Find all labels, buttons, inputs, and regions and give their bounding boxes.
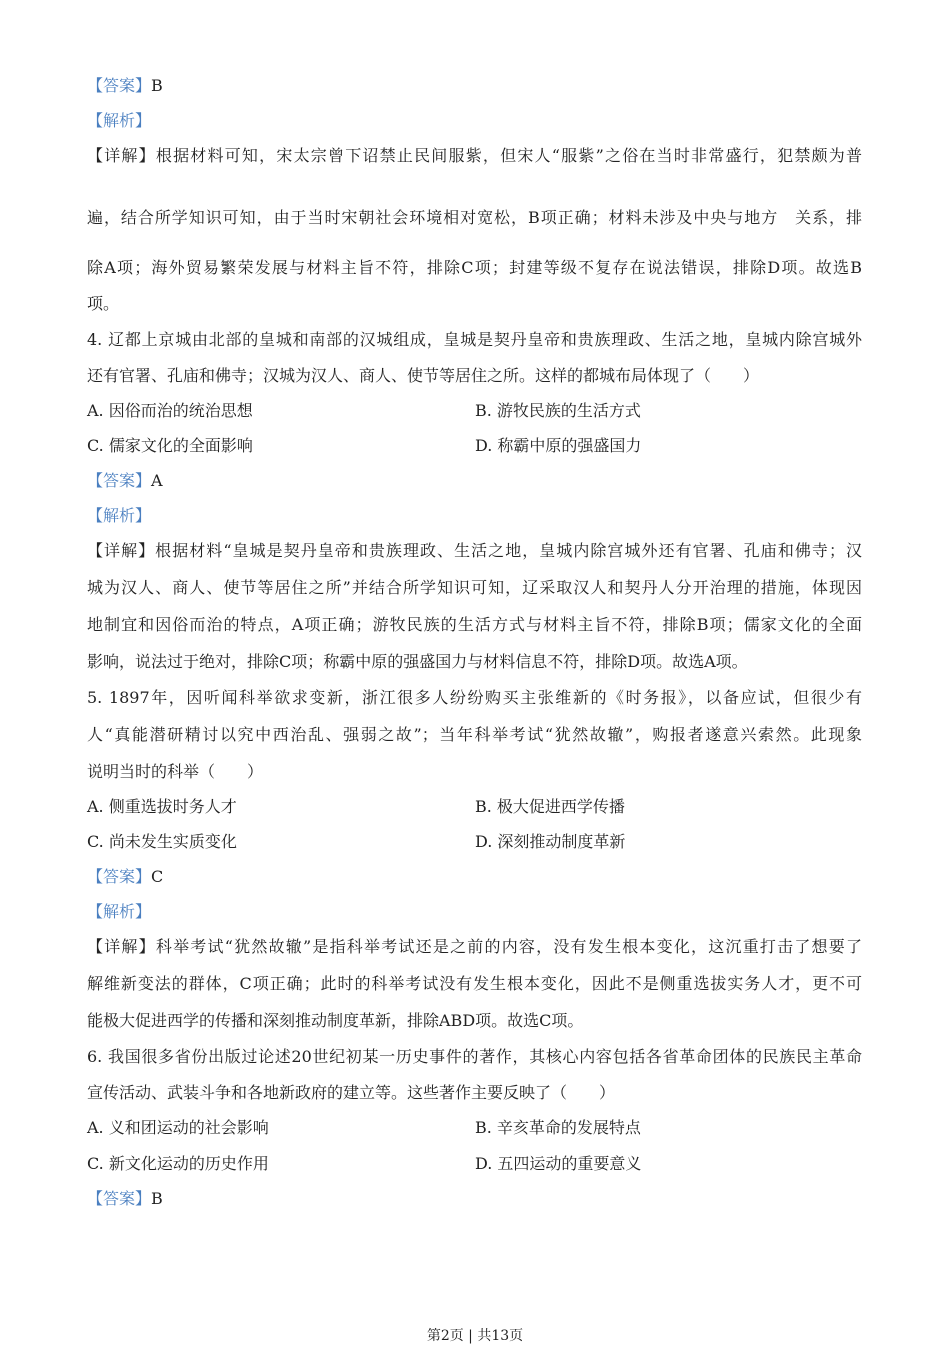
question-stem: 还有官署、孔庙和佛寺；汉城为汉人、商人、使节等居住之所。这样的都城布局体现了（ ）: [87, 366, 760, 385]
question-stem: 4. 辽都上京城由北部的皇城和南部的汉城组成，皇城是契丹皇帝和贵族理政、生活之地，皇城内除宫城外: [87, 330, 862, 349]
detail-line: 除A项；海外贸易繁荣发展与材料主旨不符，排除C项；封建等级不复存在说法错误，排除D项。故选B: [87, 258, 862, 277]
question-stem: 人“真能潜研精讨以究中西治乱、强弱之故”；当年科举考试“犹然故辙”，购报者遂意兴索然。此现象: [87, 725, 862, 744]
question-stem: 说明当时的科举（ ）: [87, 762, 264, 781]
answer-line-q3: [87, 76, 163, 96]
detail-line: 城为汉人、商人、使节等居住之所”并结合所学知识可知，辽采取汉人和契丹人分开治理的措施，体现因: [87, 578, 862, 597]
answer-label: 【答案】: [87, 76, 152, 95]
answer-label: 【答案】: [87, 867, 152, 886]
detail-line: 解维新变法的群体，C项正确；此时的科举考试没有发生根本变化，因此不是侧重选拔实务人才，更不可: [87, 974, 862, 993]
question-stem: 6. 我国很多省份出版过论述20世纪初某一历史事件的著作，其核心内容包括各省革命团体的民族民主革命: [87, 1047, 862, 1066]
answer-label: 【答案】: [87, 1189, 152, 1208]
answer-value: B: [151, 1189, 163, 1208]
option-c: C. 尚未发生实质变化: [87, 832, 237, 851]
detail-line: 【详解】科举考试“犹然故辙”是指科举考试还是之前的内容，没有发生根本变化，这沉重打击了想要了: [87, 937, 862, 956]
option-b: B. 辛亥革命的发展特点: [475, 1118, 641, 1137]
answer-line-q5: [87, 867, 163, 887]
detail-label: 【详解】: [87, 146, 156, 165]
option-c: C. 新文化运动的历史作用: [87, 1154, 269, 1173]
analysis-label: 【解析】: [87, 506, 152, 525]
analysis-label: 【解析】: [87, 111, 152, 130]
option-a: A. 侧重选拔时务人才: [87, 797, 237, 816]
detail-line: 【详解】根据材料“皇城是契丹皇帝和贵族理政、生活之地，皇城内除宫城外还有官署、孔庙和佛寺；汉: [87, 541, 862, 560]
detail-line: 能极大促进西学的传播和深刻推动制度革新，排除ABD项。故选C项。: [87, 1011, 584, 1030]
option-d: D. 称霸中原的强盛国力: [475, 436, 642, 455]
answer-line-q4: [87, 471, 163, 491]
option-a: A. 因俗而治的统治思想: [87, 401, 253, 420]
option-b: B. 游牧民族的生活方式: [475, 401, 641, 420]
option-b: B. 极大促进西学传播: [475, 797, 625, 816]
answer-value: A: [151, 471, 163, 490]
detail-label: 【详解】: [87, 937, 156, 956]
detail-line: 影响，说法过于绝对，排除C项；称霸中原的强盛国力与材料信息不符，排除D项。故选A项。: [87, 652, 748, 671]
option-d: D. 五四运动的重要意义: [475, 1154, 642, 1173]
answer-value: C: [151, 867, 164, 886]
detail-line: 【详解】根据材料可知，宋太宗曾下诏禁止民间服紫，但宋人“服紫”之俗在当时非常盛行，犯禁颇为普: [87, 146, 862, 165]
answer-value: B: [151, 76, 163, 95]
detail-line: 项。: [87, 294, 120, 313]
question-stem: 5. 1897年，因听闻科举欲求变新，浙江很多人纷纷购买主张维新的《时务报》，以备应试，但很少有: [87, 688, 862, 707]
answer-label: 【答案】: [87, 471, 152, 490]
detail-label: 【详解】: [87, 541, 156, 560]
detail-line: 地制宜和因俗而治的特点，A项正确；游牧民族的生活方式与材料主旨不符，排除B项；儒家文化的全面: [87, 615, 862, 634]
option-c: C. 儒家文化的全面影响: [87, 436, 253, 455]
question-stem: 宣传活动、武装斗争和各地新政府的建立等。这些著作主要反映了（ ）: [87, 1083, 616, 1102]
option-a: A. 义和团运动的社会影响: [87, 1118, 269, 1137]
page-footer: 第2页 | 共13页: [426, 1328, 524, 1344]
detail-line: 遍，结合所学知识可知，由于当时宋朝社会环境相对宽松，B项正确；材料未涉及中央与地方 关系，排: [87, 208, 862, 227]
option-d: D. 深刻推动制度革新: [475, 832, 626, 851]
analysis-label: 【解析】: [87, 902, 152, 921]
answer-line-q6: [87, 1189, 163, 1209]
